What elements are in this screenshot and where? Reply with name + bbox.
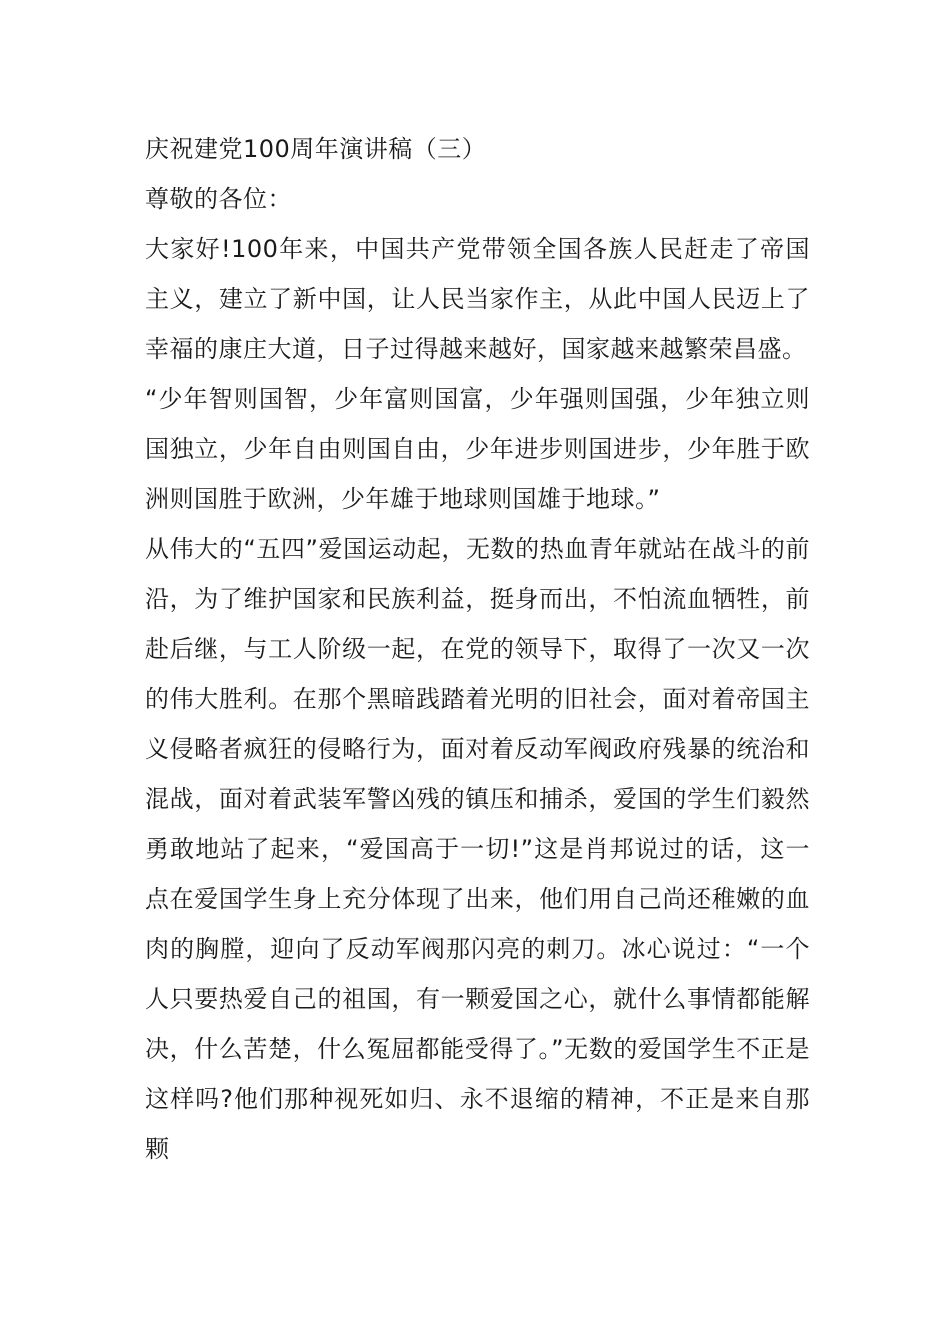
document-body (145, 124, 810, 1174)
paragraph-1: 大家好!100年来，中国共产党带领全国各族人民赶走了帝国主义，建立了新中国，让人民当家作主，从此中国人民迈上了幸福的康庄大道，日子过得越来越好，国家越来越繁荣昌盛。 (145, 235, 810, 363)
paragraph-3: 从伟大的“五四”爱国运动起，无数的热血青年就站在战斗的前沿，为了维护国家和民族利益，挺身而出，不怕流血牺牲，前赴后继，与工人阶级一起，在党的领导下，取得了一次又一次的伟大胜利。在那个黑暗践踏着光明的旧社会，面对着帝国主义侵略者疯狂的侵略行为，面对着反动军阀政府残暴的统治和混战，面对着武装军警凶残的镇压和捕杀，爱国的学生们毅然勇敢地站了起来，“爱国高于一切!”这是肖邦说过的话，这一点在爱国学生身上充分体现了出来，他们用自己尚还稚嫩的血肉的胸膛，迎向了反动军阀那闪亮的刺刀。冰心说过：“一个人只要热爱自己的祖国，有一颗爱国之心，就什么事情都能解决，什么苦楚，什么冤屈都能受得了。”无数的爱国学生不正是这样吗?他们那种视死如归、永不退缩的精神，不正是来自那颗 (145, 535, 810, 1163)
paragraph-2: “少年智则国智，少年富则国富，少年强则国强，少年独立则国独立，少年自由则国自由，少年进步则国进步，少年胜于欧洲则国胜于欧洲，少年雄于地球则国雄于地球。” (145, 385, 810, 513)
salutation: 尊敬的各位： (145, 185, 292, 213)
document-title: 庆祝建党100周年演讲稿（三） (145, 135, 487, 163)
